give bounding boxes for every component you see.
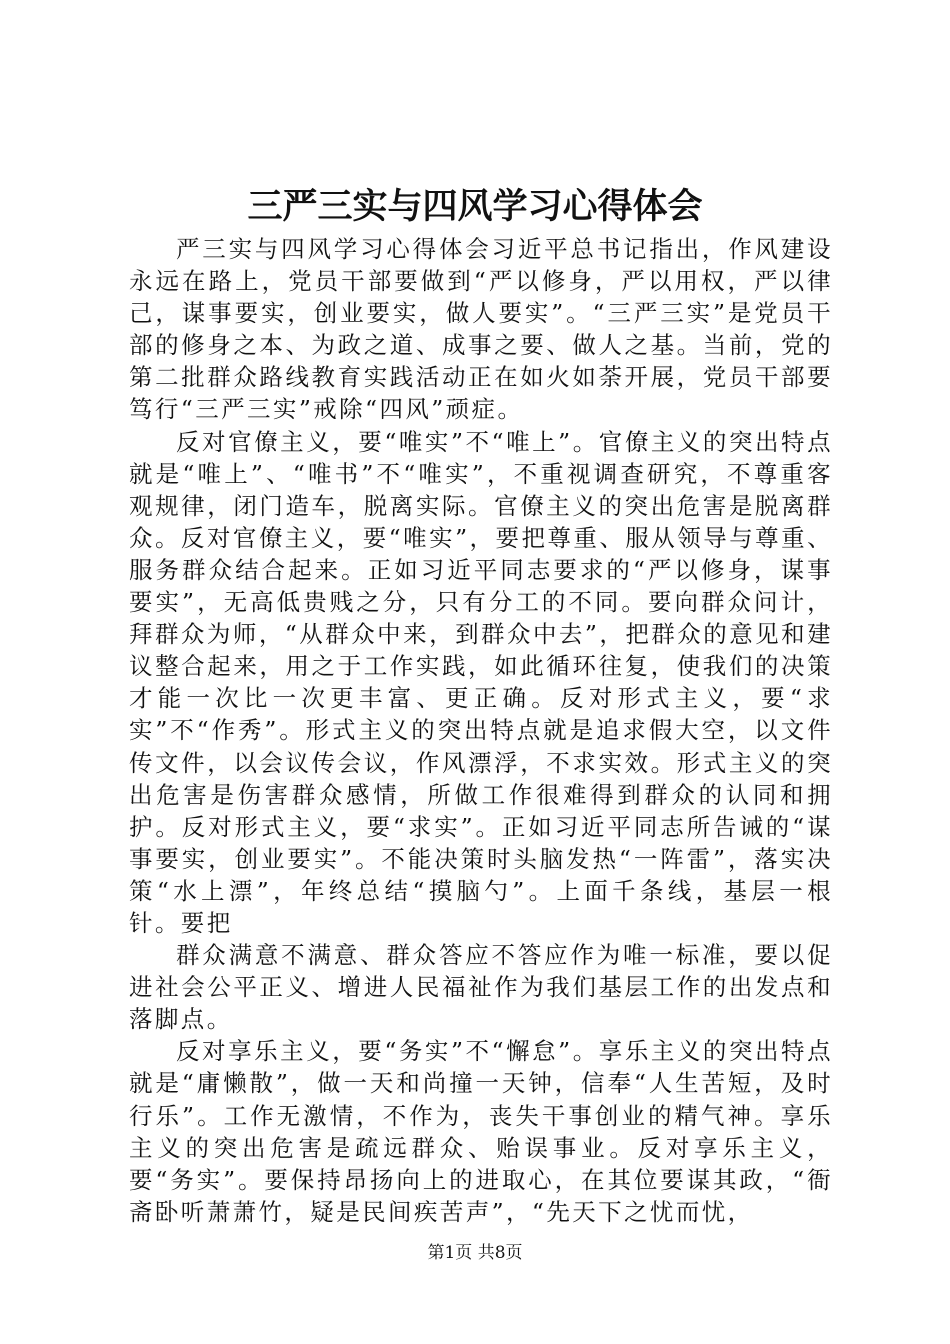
document-body bbox=[129, 233, 833, 1228]
paragraph-2: 反对官僚主义，要“唯实”不“唯上”。官僚主义的突出特点就是“唯上”、“唯书”不“唯实”，不重视调查研究，不尊重客观规律，闭门造车，脱离实际。官僚主义的突出危害是脱离群众。反对官僚主义，要“唯实”，要把尊重、服从领导与尊重、服务群众结合起来。正如习近平同志要求的“严以修身，谋事要实”，无高低贵贱之分，只有分工的不同。要向群众问计，拜群众为师，“从群众中来，到群众中去”，把群众的意见和建议整合起来，用之于工作实践，如此循环往复，使我们的决策才能一次比一次更丰富、更正确。反对形式主义，要“求实”不“作秀”。形式主义的突出特点就是追求假大空，以文件传文件，以会议传会议，作风漂浮，不求实效。形式主义的突出危害是伤害群众感情，所做工作很难得到群众的认同和拥护。反对形式主义，要“求实”。正如习近平同志所告诫的“谋事要实，创业要实”。不能决策时头脑发热“一阵雷”，落实决策“水上漂”，年终总结“摸脑勺”。上面千条线，基层一根针。要把 bbox=[129, 427, 833, 937]
page-footer: 第1页 共8页 bbox=[427, 1243, 523, 1263]
paragraph-1: 严三实与四风学习心得体会习近平总书记指出，作风建设永远在路上，党员干部要做到“严以修身，严以用权，严以律己，谋事要实，创业要实，做人要实”。“三严三实”是党员干部的修身之本、为政之道、成事之要、做人之基。当前，党的第二批群众路线教育实践活动正在如火如荼开展，党员干部要笃行“三严三实”戒除“四风”顽症。 bbox=[129, 235, 833, 424]
paragraph-3: 群众满意不满意、群众答应不答应作为唯一标准，要以促进社会公平正义、增进人民福祉作为我们基层工作的出发点和落脚点。 bbox=[129, 941, 833, 1034]
paragraph-4: 反对享乐主义，要“务实”不“懈怠”。享乐主义的突出特点就是“庸懒散”，做一天和尚撞一天钟，信奉“人生苦短，及时行乐”。工作无激情，不作为，丧失干事创业的精气神。享乐主义的突出危害是疏远群众、贻误事业。反对享乐主义，要“务实”。要保持昂扬向上的进取心，在其位要谋其政，“衙斋卧听萧萧竹，疑是民间疾苦声”，“先天下之忧而忧， bbox=[129, 1037, 833, 1226]
document-title: 三严三实与四风学习心得体会 bbox=[247, 186, 703, 227]
